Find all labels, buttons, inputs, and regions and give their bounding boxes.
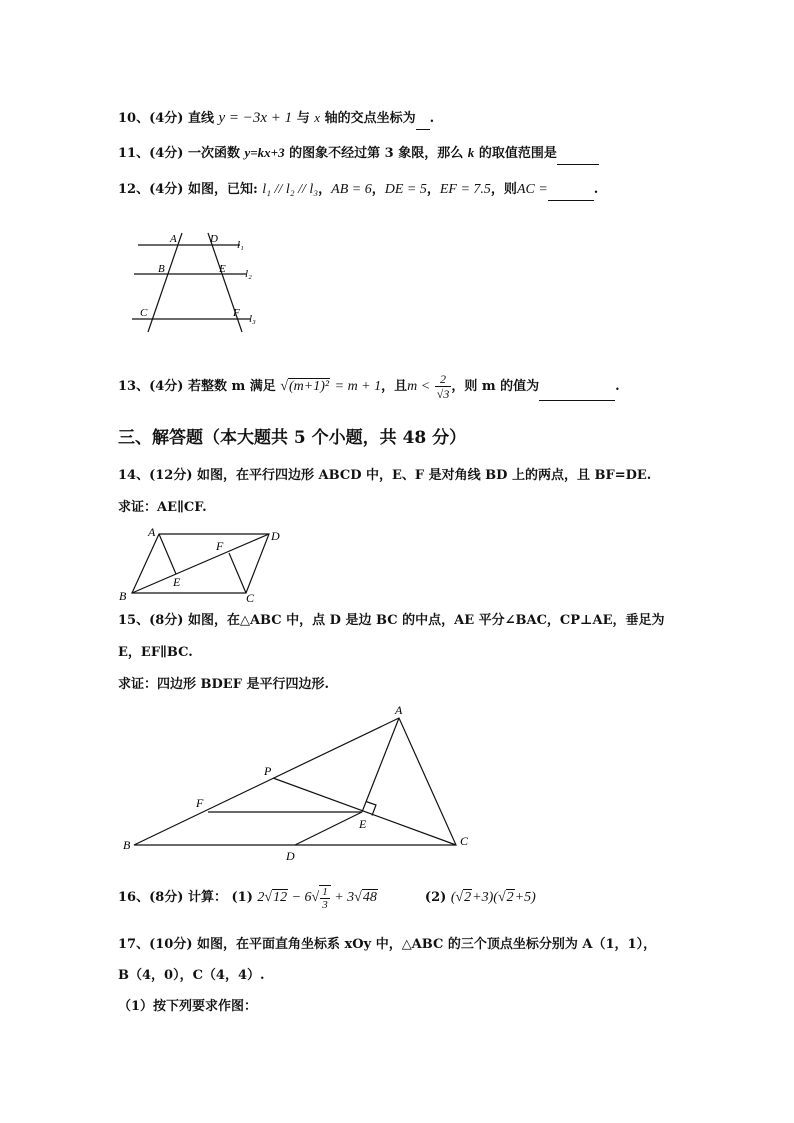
q12-end: .	[593, 182, 599, 197]
q13-frac-den: √3	[436, 387, 450, 401]
q10-tail: 轴的交点坐标为	[324, 111, 416, 126]
q10-var: x	[314, 110, 321, 125]
label-f: F	[233, 307, 240, 319]
label-l1: l₁	[237, 239, 244, 251]
q12-parallel: l₁ // l₂ // l₃	[262, 182, 319, 197]
q16-e2-open: (	[450, 890, 456, 905]
question-11	[118, 143, 599, 165]
q13-frac-num: 2	[435, 372, 452, 387]
label-d: D	[271, 529, 280, 543]
q10-mid: 与	[296, 111, 310, 126]
label-e: E	[219, 263, 226, 275]
q16-plus-3: + 3	[334, 890, 355, 905]
question-15-line3: 求证：四边形 BDEF 是平行四边形.	[118, 677, 329, 692]
q10-end: .	[429, 111, 435, 126]
q16-radicand-2a: 2	[464, 890, 472, 905]
q14-figure	[116, 524, 296, 604]
label-b: B	[158, 263, 165, 275]
segment-ed	[295, 812, 362, 845]
q11-end: 的取值范围是	[478, 146, 557, 161]
q12-then: ，则	[490, 182, 517, 197]
q16-frac	[319, 885, 331, 911]
label-b: B	[119, 589, 127, 603]
q11-quadrant: 3	[384, 146, 394, 161]
q16-minus-6: − 6	[291, 890, 312, 905]
q12-ef: EF = 7.5	[439, 182, 491, 197]
q13-radical: √(m+1)²	[280, 379, 330, 394]
q12-ac: AC =	[516, 182, 548, 197]
segment-ae	[159, 534, 176, 574]
q10-number: 10、(4分) 直线	[118, 111, 214, 126]
q11-k: k	[467, 145, 475, 160]
question-10	[118, 108, 434, 130]
triangle-abc	[134, 718, 456, 845]
question-15-line1: 15、(8分) 如图，在△ABC 中，点 D 是边 BC 的中点，AE 平分∠BAC，CP⊥AE，垂足为	[118, 613, 665, 628]
label-c: C	[246, 591, 255, 604]
question-17-line2: B（4，0），C（4，4）.	[118, 968, 265, 983]
segment-cf	[229, 553, 246, 593]
q11-answer-blank	[557, 144, 599, 165]
q16-radicand-12: 12	[273, 890, 288, 905]
label-c: C	[460, 834, 469, 848]
question-14-line1: 14、(12分) 如图，在平行四边形 ABCD 中，E、F 是对角线 BD 上的两点，且 BF=DE.	[118, 468, 652, 483]
label-b: B	[123, 838, 131, 852]
q11-function: y=kx+3	[244, 145, 285, 160]
section-3-title: 三、解答题（本大题共 5 个小题，共 48 分）	[118, 428, 467, 448]
label-f: F	[216, 539, 224, 553]
label-l2: l₂	[245, 268, 252, 280]
q12-de: DE = 5	[384, 182, 427, 197]
label-l3: l₃	[249, 313, 256, 325]
q16-radicand-48: 48	[362, 890, 377, 905]
q11-tail: 象限，那么	[398, 146, 464, 161]
q13-fraction	[435, 372, 452, 401]
question-17-line1: 17、(10分) 如图，在平面直角坐标系 xOy 中，△ABC 的三个顶点坐标分别为 A（1，1），	[118, 937, 657, 952]
label-c: C	[140, 307, 148, 319]
q16-radicand-2b: 2	[506, 890, 514, 905]
q13-number: 13、(4分) 若整数 m 满足	[118, 379, 276, 394]
q12-number: 12、(4分) 如图，已知:	[118, 182, 258, 197]
q11-mid: 的图象不经过第	[289, 146, 381, 161]
q13-m-less: m <	[407, 379, 431, 394]
q16-expr1: 2√12 − 6√ $\frac{1}{3}$ + 3√48	[257, 885, 377, 911]
label-e: E	[173, 575, 181, 589]
q16-e2-close: +5)	[514, 890, 536, 905]
label-f: F	[196, 796, 204, 810]
q13-end: .	[615, 379, 620, 394]
q16-frac-num: 1	[322, 885, 328, 898]
q10-equation: y = −3x + 1	[218, 110, 293, 126]
question-16	[118, 884, 536, 912]
q13-equation: = m + 1	[334, 379, 382, 394]
q16-frac-den: 3	[322, 898, 328, 911]
q12-ab: AB = 6	[331, 182, 372, 197]
q11-number: 11、(4分) 一次函数	[118, 146, 240, 161]
q12-comma1: ，	[318, 182, 332, 197]
q16-number: 16、(8分) 计算：	[118, 890, 227, 905]
q12-answer-blank	[548, 180, 594, 201]
question-14-line2: 求证：AE∥CF.	[118, 500, 207, 515]
question-15-line2: E，EF∥BC.	[118, 645, 193, 660]
question-17-line3: （1）按下列要求作图：	[118, 999, 258, 1014]
q13-radicand: (m+1)²	[289, 379, 330, 394]
transversal-ac	[148, 233, 182, 332]
q13-answer-blank	[539, 374, 615, 401]
label-a: A	[395, 703, 403, 717]
q13-text: ，则 m 的值为	[451, 379, 540, 394]
q10-answer-blank	[416, 109, 430, 130]
diagonal-bd	[132, 534, 269, 593]
label-a: A	[148, 525, 156, 539]
label-e: E	[359, 817, 367, 831]
question-12	[118, 180, 598, 201]
question-13	[118, 372, 620, 401]
q16-coef-2: 2	[257, 890, 265, 905]
q13-comma: ，且	[381, 379, 408, 394]
q16-e2-mid: +3)(	[472, 890, 498, 905]
label-p: P	[264, 764, 272, 778]
q12-comma3: ，	[426, 182, 440, 197]
segment-ae	[362, 718, 399, 812]
q15-figure	[118, 700, 488, 865]
label-d: D	[286, 849, 295, 863]
q16-part1-label: (1)	[231, 890, 253, 905]
q16-expr2: (√2+3)(√2+5)	[450, 890, 536, 905]
q12-figure	[128, 228, 278, 340]
label-d: D	[210, 233, 218, 245]
q12-comma2: ，	[371, 182, 385, 197]
q16-part2-label: (2)	[424, 890, 447, 905]
label-a: A	[170, 233, 177, 245]
